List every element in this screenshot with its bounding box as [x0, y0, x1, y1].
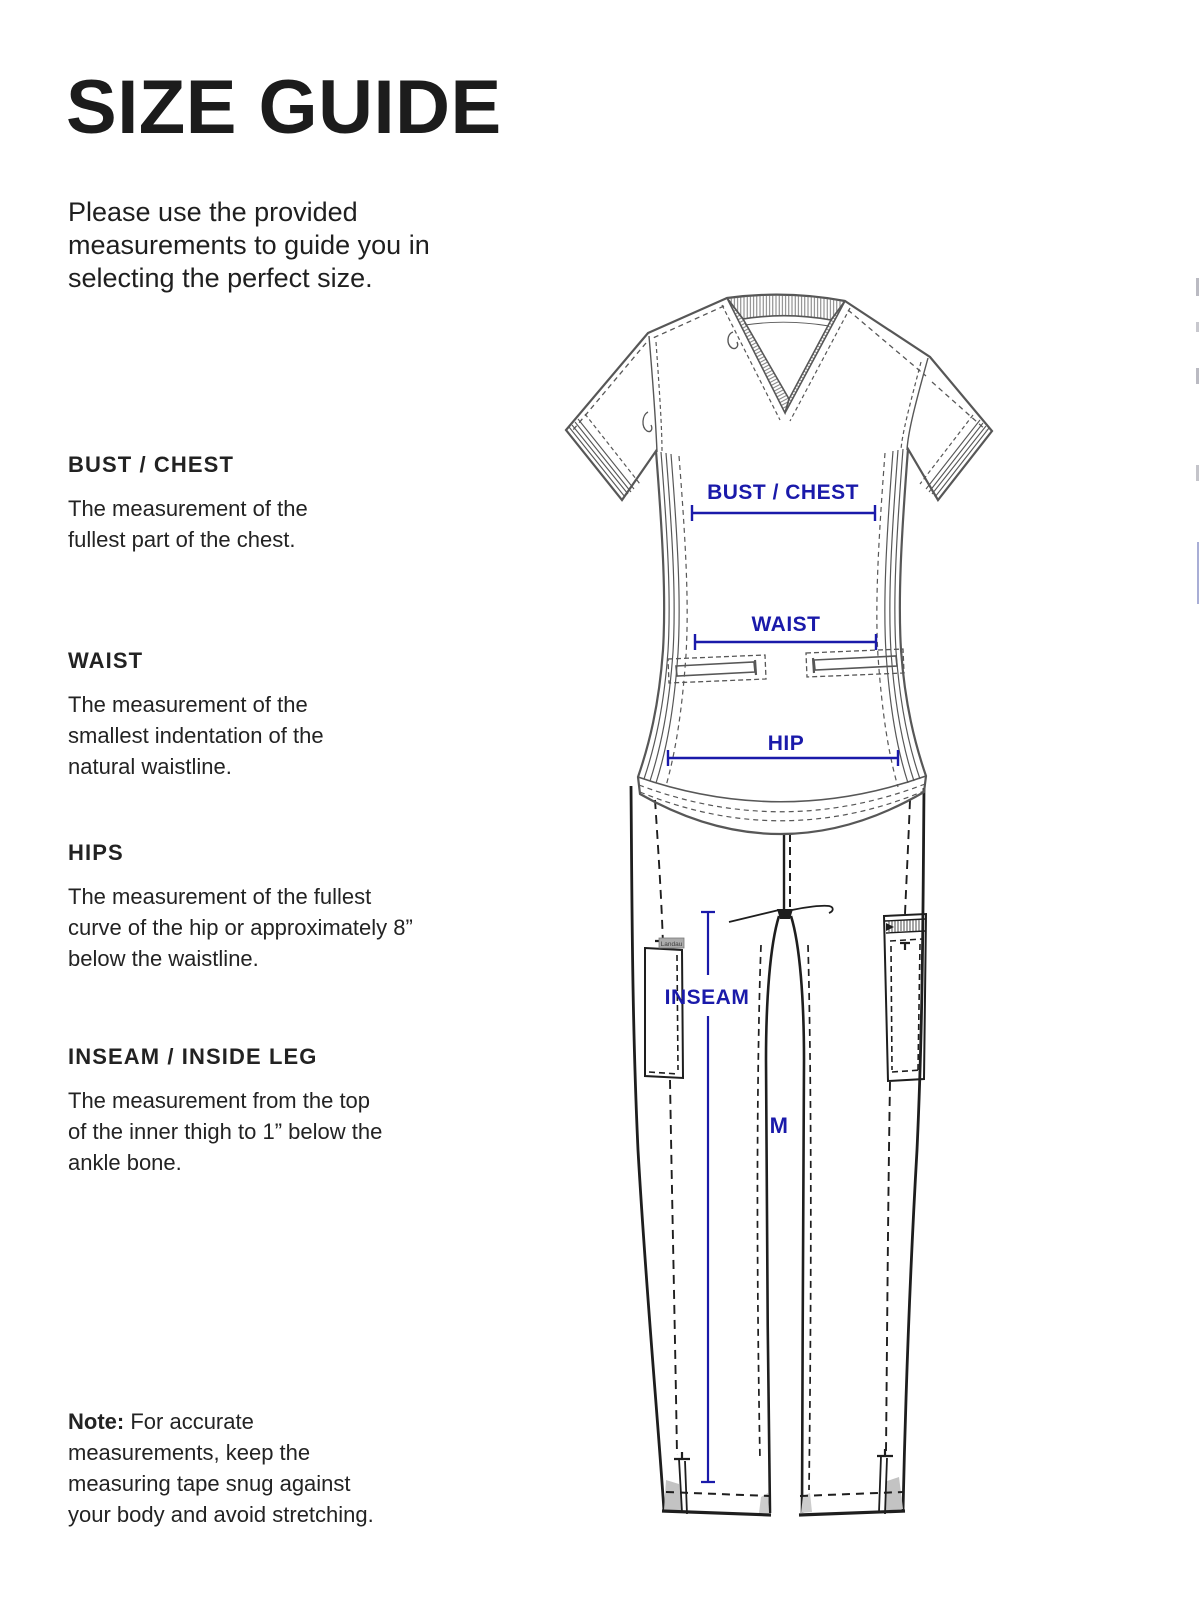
screen-edge-artifact	[1196, 278, 1199, 296]
v-neckband	[722, 295, 850, 421]
definition-inseam	[68, 1044, 384, 1178]
definition-term: BUST / CHEST	[68, 452, 234, 477]
brand-tag-label: Landau	[660, 941, 683, 948]
definition-term: HIPS	[68, 840, 124, 865]
pants-fill	[630, 780, 925, 1515]
screen-edge-artifact	[1197, 542, 1199, 604]
intro-text: Please use the provided measurements to guide you in selecting the perfect size.	[68, 197, 430, 293]
definition-description: The measurement of the smallest indentation of the natural waistline.	[68, 692, 324, 779]
definition-term: WAIST	[68, 648, 144, 673]
definition-description: The measurement of the fullest part of the chest.	[68, 496, 308, 552]
scrub-pants-drawing	[630, 780, 926, 1515]
bust-chest-label: BUST / CHEST	[707, 481, 859, 504]
screen-edge-artifact	[1196, 368, 1199, 384]
definition-bust-chest	[68, 452, 350, 555]
inseam-label: INSEAM	[664, 986, 750, 1009]
bust-measurement-line	[692, 505, 875, 521]
page-title: SIZE GUIDE	[66, 65, 502, 150]
waist-label: WAIST	[751, 613, 821, 636]
definition-description: The measurement of the fullest curve of the hip or approximately 8” below the waistline.	[68, 884, 413, 971]
size-diagram	[540, 272, 1020, 1530]
waist-measurement-line	[695, 634, 876, 650]
definition-term: INSEAM / INSIDE LEG	[68, 1044, 318, 1069]
definition-waist	[68, 648, 350, 782]
measurement-note	[68, 1406, 388, 1530]
definition-hips	[68, 840, 416, 974]
welt-pocket-right	[806, 649, 904, 677]
size-letter: M	[769, 1113, 789, 1138]
note-text: For accurate measurements, keep the measuring tape snug against your body and avoid stretching.	[68, 1409, 374, 1527]
hip-label: HIP	[767, 732, 805, 755]
welt-pocket-left	[668, 655, 766, 683]
screen-edge-artifact	[1196, 465, 1199, 481]
definition-description: The measurement from the top of the inner thigh to 1” below the ankle bone.	[68, 1088, 383, 1175]
note-label: Note:	[68, 1409, 125, 1434]
screen-edge-artifact	[1196, 322, 1199, 332]
